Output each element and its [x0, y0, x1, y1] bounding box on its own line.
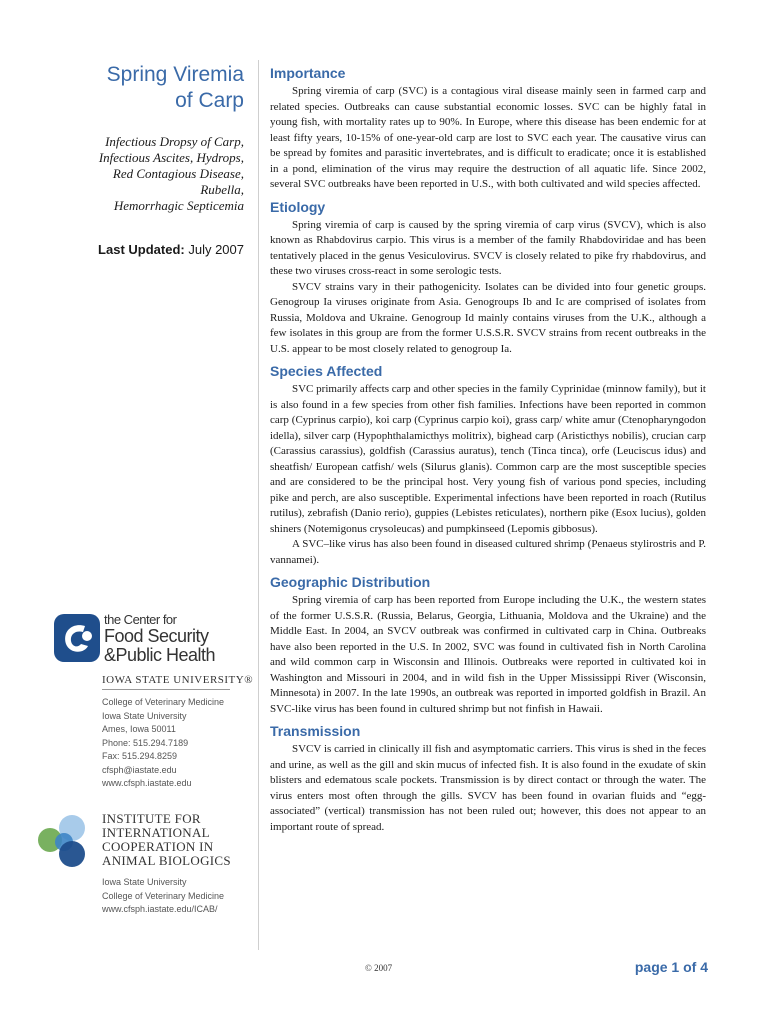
icab-name-line: INTERNATIONAL [102, 825, 210, 840]
section-heading-species-affected: Species Affected [270, 363, 383, 379]
synonym: Infectious Ascites, Hydrops, [98, 150, 244, 165]
synonym-list [4, 134, 244, 214]
isu-name: IOWA STATE UNIVERSITY® [102, 674, 254, 686]
cfsph-contact [102, 696, 224, 791]
cfsph-name [104, 612, 215, 665]
synonym: Hemorrhagic Septicemia [113, 198, 244, 213]
sidebar [0, 0, 258, 1024]
contact-line: Iowa State University [102, 877, 187, 887]
contact-line: Phone: 515.294.7189 [102, 737, 189, 748]
cfsph-name-line: &Public Health [104, 645, 216, 665]
icab-name-line: INSTITUTE FOR [102, 811, 201, 826]
synonym: Red Contagious Disease, [112, 166, 244, 181]
icab-name-line: ANIMAL BIOLOGICS [102, 853, 231, 868]
last-updated [98, 242, 244, 257]
icab-name [102, 812, 231, 868]
icab-name-line: COOPERATION IN [102, 839, 214, 854]
last-updated-label: Last Updated: [98, 242, 185, 257]
section-paragraph: SVC primarily affects carp and other species in the family Cyprinidae (minnow family), but it is also found in a few species from other fish families. Infections have been reported in common carp (Cyprinus carpio), koi carp (Cyprinus carpio koi), grass carp/ white amur (Ctenopharyngodon idella), silver carp (Hypophthalamicthys molitrix), bighead carp (Aristicthys nobilis), crucian carp (Carassius carassius), goldfish (Carassius auratus), tench (Tinca tinca), orfe (Leuciscus idus) and sheatfish/ European catfish/ wels (Silurus glanis). Common carp are the most susceptible species and are considered to be the principal host. Very young fish of various pond species, including pike and perch, are also susceptible. Experimental infections have been reported in roach (Rutilus rutilus), zebrafish (Danio rerio), guppies (Lebistes reticulates), northern pike (Esox lucius), golden shiners (Notemigonus crysoleucas) and pumpkinseed (Lepomis gibbosus). [270, 383, 706, 535]
section-heading-importance: Importance [270, 65, 346, 81]
column-divider [258, 60, 259, 950]
document-title [14, 62, 244, 114]
section-paragraph: Spring viremia of carp (SVC) is a contagious viral disease mainly seen in farmed carp and related species. Outbreaks can cause substantial economic losses. SVC can be highly fatal in young fish, with mortality rates up to 90%. In Europe, where this disease has been endemic for at least fifty years, 10-15% of one-year-old carp are lost to SVC each year. The causative virus can be spread by fomites and parasitic invertebrates, and is difficult to eradicate; once it is established in a pond, elimination of the virus may require the destruction of all aquatic life. Since 2002, several SVC outbreaks have been reported in U.S., with both cultivated and wild species affected. [270, 85, 706, 190]
synonym: Infectious Dropsy of Carp, [105, 134, 244, 149]
contact-email[interactable]: cfsph@iastate.edu [102, 764, 177, 775]
contact-line: Ames, Iowa 50011 [102, 724, 176, 734]
cfsph-emblem-icon [54, 614, 100, 662]
synonym: Rubella, [200, 182, 244, 197]
divider [102, 689, 230, 690]
title-line-2: of Carp [175, 89, 244, 112]
title-line-1: Spring Viremia [106, 63, 244, 86]
page-number: page 1 of 4 [634, 959, 708, 975]
copyright: © 2007 [365, 963, 393, 973]
section-paragraph: Spring viremia of carp has been reported from Europe including the U.K., the western states of the former U.S.S.R. (Russia, Belarus, Georgia, Lithuania, Moldova and the Ukraine) and the Middle East. In 2004, an SVCV outbreak was confirmed in cultivated carp in China. Outbreaks have also been reported in the U.S. In 2002, SVC was found in cultivated fish in North Carolina and wild common carp in Wisconsin and Illinois. Outbreaks were reported in cultivated koi in Washington and Missouri in 2004, and in wild fish in the Upper Mississippi River (Wisconsin, Minnesota) in 2007. In the late 1990s, an outbreak was reported in imported goldfish in Brazil. An SVC-like virus has been found in cultured shrimp but not finfish in Hawaii. [270, 594, 706, 715]
cfsph-name-line: Food Security [104, 626, 209, 646]
cfsph-logo [54, 612, 254, 668]
contact-line: Fax: 515.294.8259 [102, 751, 178, 761]
section-paragraph: SVCV is carried in clinically ill fish and asymptomatic carriers. This virus is shed in the feces and urine, as well as the gill and skin mucus of infected fish. It is also found in the exudate of skin blisters and edematous scale pockets. Transmission is by direct contact or through the water. The virus enters most often through the gills. SVCV has been found in ovarian fluids and “egg-associated” (vertical) transmission has not been ruled out; however, this does not appear to an important route of spread. [270, 743, 706, 833]
section-heading-geographic-distribution: Geographic Distribution [270, 574, 431, 590]
section-paragraph: Spring viremia of carp is caused by the spring viremia of carp virus (SVCV), which is also known as Rhabdovirus carpio. This virus is a member of the family Rhabdoviridae and has been tentatively placed in the genus Vesiculovirus. SVCV is closely related to pike fry rhabdovirus, and these two viruses cross-react in some serologic tests. [270, 218, 706, 277]
contact-website[interactable]: www.cfsph.iastate.edu [102, 778, 192, 788]
contact-line: Iowa State University [102, 710, 187, 721]
contact-line: College of Veterinary Medicine [102, 697, 225, 707]
contact-website[interactable]: www.cfsph.iastate.edu/ICAB/ [102, 904, 218, 914]
section-heading-transmission: Transmission [270, 723, 361, 739]
icab-circles-icon [36, 810, 96, 870]
section-paragraph: A SVC–like virus has also been found in diseased cultured shrimp (Penaeus stylirostris and P. vannamei). [270, 538, 706, 566]
section-heading-etiology: Etiology [270, 198, 326, 215]
last-updated-value: July 2007 [188, 242, 244, 257]
contact-line: College of Veterinary Medicine [102, 890, 225, 901]
icab-contact [102, 876, 224, 917]
main-content [270, 62, 706, 835]
section-paragraph: SVCV strains vary in their pathogenicity. Isolates can be divided into four genetic groups. Genogroup Ia viruses originate from Asia. Genogroups Ib and Ic are comprised of isolates from Russia, Moldova and Ukraine. Genogroup Id mainly contains viruses from the U.K., although a few isolates in this group are from the former U.S.S.R. SVCV strains from recent outbreaks in the U.S. appear to be most closely related to genogroup Ia. [270, 280, 706, 355]
cfsph-name-line: the Center for [104, 612, 177, 627]
